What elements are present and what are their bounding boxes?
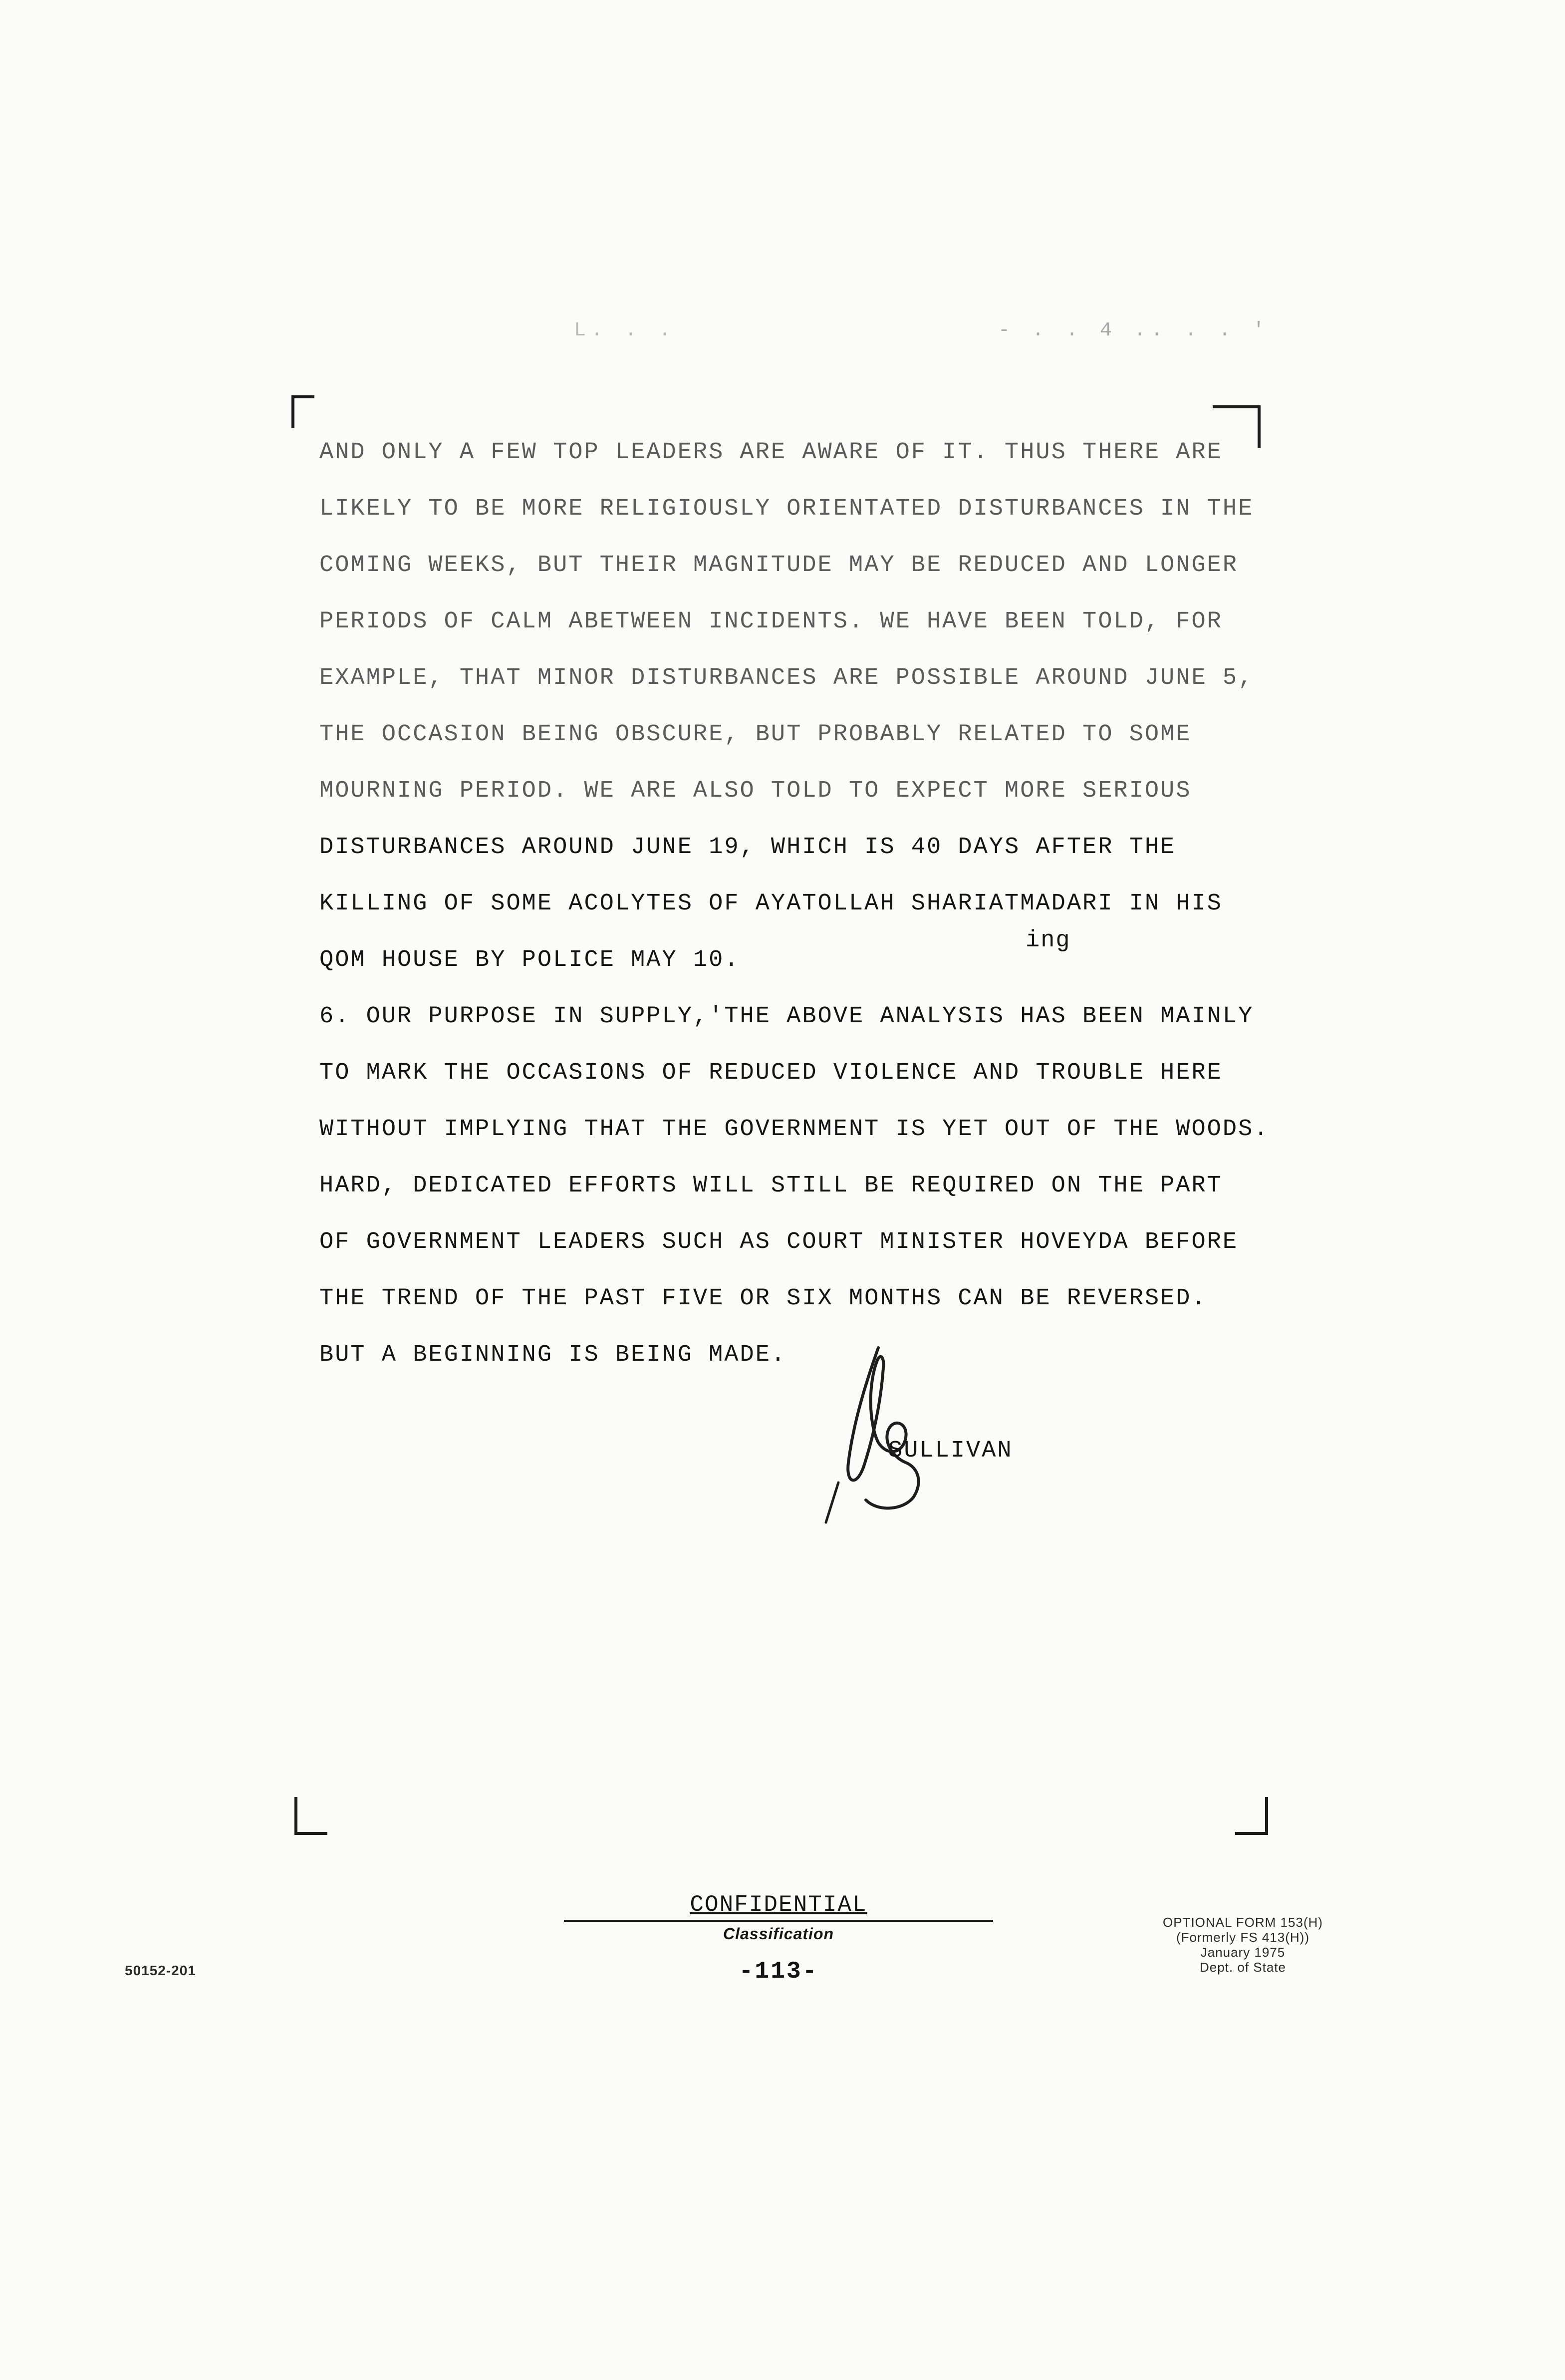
form-line-1: OPTIONAL FORM 153(H) xyxy=(1163,1915,1323,1930)
top-smudge-right: - . . 4 .. . . ' xyxy=(998,319,1270,342)
body-line-13: WITHOUT IMPLYING THAT THE GOVERNMENT IS YET OUT OF THE WOODS. xyxy=(319,1116,1270,1143)
classification-block xyxy=(564,1892,993,1985)
body-line-3: COMING WEEKS, BUT THEIR MAGNITUDE MAY BE REDUCED AND LONGER xyxy=(319,552,1239,579)
crop-mark-bottom-right xyxy=(1235,1797,1268,1835)
signatory-name: SULLIVAN xyxy=(888,1438,1013,1464)
handwritten-insertion: ing xyxy=(1026,927,1071,954)
body-line-5: EXAMPLE, THAT MINOR DISTURBANCES ARE POSSIBLE AROUND JUNE 5, xyxy=(319,665,1254,691)
form-line-3: January 1975 xyxy=(1200,1945,1286,1960)
body-line-12: TO MARK THE OCCASIONS OF REDUCED VIOLENCE AND TROUBLE HERE xyxy=(319,1060,1223,1086)
body-line-16: THE TREND OF THE PAST FIVE OR SIX MONTHS CAN BE REVERSED. xyxy=(319,1285,1207,1312)
crop-mark-bottom-left xyxy=(294,1797,327,1835)
top-smudge-left: L. . . xyxy=(574,319,676,342)
body-line-2: LIKELY TO BE MORE RELIGIOUSLY ORIENTATED DISTURBANCES IN THE xyxy=(319,496,1254,522)
body-line-10: QOM HOUSE BY POLICE MAY 10. xyxy=(319,947,740,973)
page-number: -113- xyxy=(739,1958,818,1985)
body-line-4: PERIODS OF CALM ABETWEEN INCIDENTS. WE HAVE BEEN TOLD, FOR xyxy=(319,608,1223,635)
classification-marking: CONFIDENTIAL xyxy=(564,1892,993,1922)
body-line-7: MOURNING PERIOD. WE ARE ALSO TOLD TO EXPECT MORE SERIOUS xyxy=(319,778,1192,804)
telegram-body xyxy=(319,424,1342,1383)
body-line-14: HARD, DEDICATED EFFORTS WILL STILL BE REQUIRED ON THE PART xyxy=(319,1173,1223,1199)
signature-scribble xyxy=(818,1338,938,1527)
body-line-17: BUT A BEGINNING IS BEING MADE. xyxy=(319,1342,787,1368)
form-line-4: Dept. of State xyxy=(1199,1960,1286,1975)
form-line-2: (Formerly FS 413(H)) xyxy=(1176,1930,1309,1945)
body-line-1: AND ONLY A FEW TOP LEADERS ARE AWARE OF IT. THUS THERE ARE xyxy=(319,439,1223,466)
body-line-11: 6. OUR PURPOSE IN SUPPLY,'THE ABOVE ANALYSIS HAS BEEN MAINLY xyxy=(319,1003,1254,1030)
crop-mark-top-left xyxy=(291,395,314,428)
form-identifier xyxy=(1163,1915,1323,1975)
stock-number: 50152-201 xyxy=(125,1963,196,1978)
body-line-9: KILLING OF SOME ACOLYTES OF AYATOLLAH SHARIATMADARI IN HIS xyxy=(319,891,1223,917)
body-line-8: DISTURBANCES AROUND JUNE 19, WHICH IS 40 DAYS AFTER THE xyxy=(319,834,1176,861)
classification-caption: Classification xyxy=(723,1925,834,1943)
body-line-6: THE OCCASION BEING OBSCURE, BUT PROBABLY RELATED TO SOME xyxy=(319,721,1192,748)
body-line-15: OF GOVERNMENT LEADERS SUCH AS COURT MINISTER HOVEYDA BEFORE xyxy=(319,1229,1239,1255)
